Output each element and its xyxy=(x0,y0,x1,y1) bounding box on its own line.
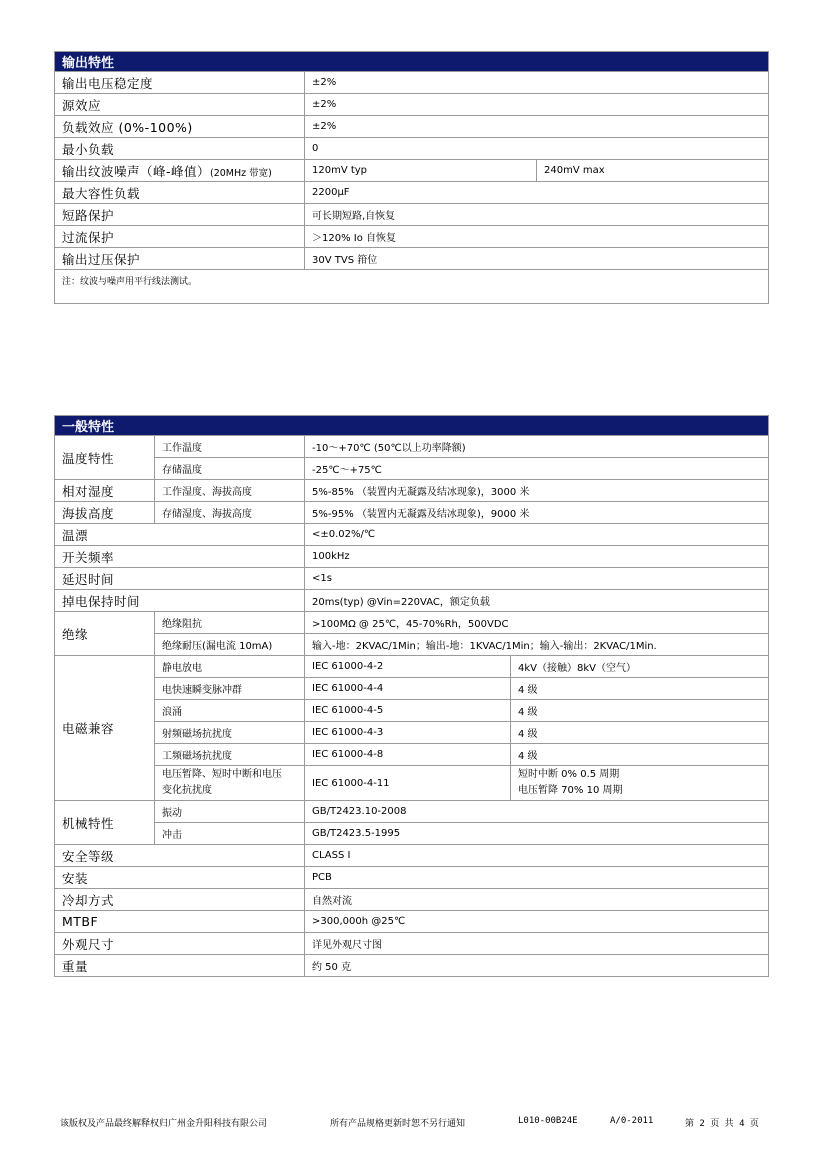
emc-standard: IEC 61000-4-2 xyxy=(305,656,511,678)
table-row xyxy=(55,72,769,94)
table-row xyxy=(55,933,769,955)
table-row xyxy=(55,480,769,502)
row-value: <1s xyxy=(305,568,769,590)
row-label: 外观尺寸 xyxy=(55,933,305,955)
table-row xyxy=(55,546,769,568)
row-value-max: 240mV max xyxy=(537,160,769,182)
row-label: 过流保护 xyxy=(55,226,305,248)
row-label: 开关频率 xyxy=(55,546,305,568)
table-row xyxy=(55,801,769,823)
row-sublabel: 冲击 xyxy=(155,823,305,845)
row-value: ＞120% Io 自恢复 xyxy=(305,226,769,248)
row-sublabel-line1: 电压暂降、短时中断和电压 xyxy=(162,769,282,780)
row-label: 掉电保持时间 xyxy=(55,590,305,612)
table-row xyxy=(55,955,769,977)
row-label: 最大容性负载 xyxy=(55,182,305,204)
footer-copyright: 该版权及产品最终解释权归广州金升阳科技有限公司 xyxy=(60,1119,268,1129)
table-row xyxy=(55,160,769,182)
row-value: CLASS I xyxy=(305,845,769,867)
emc-standard: IEC 61000-4-8 xyxy=(305,744,511,766)
table-row xyxy=(55,226,769,248)
table-row xyxy=(55,524,769,546)
table-row xyxy=(55,766,769,801)
table-row xyxy=(55,823,769,845)
emc-level-line2: 电压暂降 70% 10 周期 xyxy=(518,785,623,796)
row-value: 100kHz xyxy=(305,546,769,568)
table-row xyxy=(55,94,769,116)
table-row xyxy=(55,889,769,911)
emc-standard: IEC 61000-4-5 xyxy=(305,700,511,722)
row-value: >100MΩ @ 25℃，45-70%Rh，500VDC xyxy=(305,612,769,634)
section-title: 一般特性 xyxy=(55,416,769,436)
emc-level: 4 级 xyxy=(511,700,769,722)
row-label: 海拔高度 xyxy=(55,502,155,524)
table-row xyxy=(55,248,769,270)
row-sublabel: 存储温度 xyxy=(155,458,305,480)
row-value: >300,000h @25℃ xyxy=(305,911,769,933)
emc-standard: IEC 61000-4-3 xyxy=(305,722,511,744)
row-value: 详见外观尺寸图 xyxy=(305,933,769,955)
table-row xyxy=(55,634,769,656)
row-label: 延迟时间 xyxy=(55,568,305,590)
row-value: 输入-地：2KVAC/1Min；输出-地：1KVAC/1Min；输入-输出：2KVAC/1Min. xyxy=(305,634,769,656)
row-label: MTBF xyxy=(55,911,305,933)
row-label: 温度特性 xyxy=(55,436,155,480)
table-row xyxy=(55,867,769,889)
section-title: 输出特性 xyxy=(55,52,769,72)
table-row xyxy=(55,116,769,138)
table-row xyxy=(55,458,769,480)
table-row xyxy=(55,182,769,204)
row-value: 30V TVS 箝位 xyxy=(305,248,769,270)
table-row xyxy=(55,845,769,867)
row-label xyxy=(55,160,305,182)
table-row xyxy=(55,744,769,766)
row-label: 温漂 xyxy=(55,524,305,546)
row-sublabel xyxy=(155,766,305,801)
footer-page-number: 第 2 页 共 4 页 xyxy=(685,1119,759,1129)
emc-standard: IEC 61000-4-4 xyxy=(305,678,511,700)
emc-level: 4 级 xyxy=(511,678,769,700)
table-note: 注：纹波与噪声用平行线法测试。 xyxy=(55,270,769,304)
row-sublabel: 浪涌 xyxy=(155,700,305,722)
row-label: 电磁兼容 xyxy=(55,656,155,801)
row-value: PCB xyxy=(305,867,769,889)
row-label: 输出过压保护 xyxy=(55,248,305,270)
row-value: -25℃～+75℃ xyxy=(305,458,769,480)
row-sublabel: 工频磁场抗扰度 xyxy=(155,744,305,766)
row-label-note: (20MHz 带宽) xyxy=(210,167,272,179)
general-characteristics-table xyxy=(54,415,769,977)
table-row xyxy=(55,911,769,933)
row-value: 120mV typ xyxy=(305,160,537,182)
emc-level xyxy=(511,766,769,801)
row-sublabel: 工作湿度、海拔高度 xyxy=(155,480,305,502)
footer-doc-number: L010-00B24E xyxy=(518,1116,578,1126)
section-header xyxy=(55,52,769,72)
table-row xyxy=(55,700,769,722)
table-row xyxy=(55,138,769,160)
table-row xyxy=(55,678,769,700)
row-value: GB/T2423.10-2008 xyxy=(305,801,769,823)
row-value: 0 xyxy=(305,138,769,160)
row-label: 负载效应 (0%-100%) xyxy=(55,116,305,138)
table-row xyxy=(55,590,769,612)
row-label: 重量 xyxy=(55,955,305,977)
table-row xyxy=(55,568,769,590)
row-value: 可长期短路,自恢复 xyxy=(305,204,769,226)
row-label: 相对湿度 xyxy=(55,480,155,502)
row-sublabel: 电快速瞬变脉冲群 xyxy=(155,678,305,700)
page-footer xyxy=(60,1116,770,1176)
row-label: 短路保护 xyxy=(55,204,305,226)
row-label: 安装 xyxy=(55,867,305,889)
row-sublabel: 振动 xyxy=(155,801,305,823)
table-row xyxy=(55,204,769,226)
row-sublabel: 静电放电 xyxy=(155,656,305,678)
table-row xyxy=(55,722,769,744)
row-sublabel: 存储湿度、海拔高度 xyxy=(155,502,305,524)
row-value: 2200μF xyxy=(305,182,769,204)
row-value: 约 50 克 xyxy=(305,955,769,977)
footer-notice: 所有产品规格更新时恕不另行通知 xyxy=(330,1119,466,1129)
table-row xyxy=(55,612,769,634)
output-characteristics-table xyxy=(54,51,769,304)
row-value: 20ms(typ) @Vin=220VAC，额定负载 xyxy=(305,590,769,612)
row-value: ±2% xyxy=(305,116,769,138)
emc-level: 4 级 xyxy=(511,744,769,766)
row-value: 5%-95% （装置内无凝露及结冰现象)，9000 米 xyxy=(305,502,769,524)
row-label: 源效应 xyxy=(55,94,305,116)
row-label: 输出电压稳定度 xyxy=(55,72,305,94)
table-row xyxy=(55,436,769,458)
row-value: 自然对流 xyxy=(305,889,769,911)
row-value: 5%-85% （装置内无凝露及结冰现象)，3000 米 xyxy=(305,480,769,502)
table-row xyxy=(55,656,769,678)
table-row xyxy=(55,502,769,524)
row-label: 最小负载 xyxy=(55,138,305,160)
emc-level: 4kV（接触）8kV（空气） xyxy=(511,656,769,678)
emc-level: 4 级 xyxy=(511,722,769,744)
row-label: 冷却方式 xyxy=(55,889,305,911)
row-sublabel: 绝缘阻抗 xyxy=(155,612,305,634)
row-value: <±0.02%/℃ xyxy=(305,524,769,546)
footer-revision: A/0-2011 xyxy=(610,1116,654,1126)
emc-level-line1: 短时中断 0% 0.5 周期 xyxy=(518,769,620,780)
row-label: 绝缘 xyxy=(55,612,155,656)
row-sublabel: 绝缘耐压(漏电流 10mA) xyxy=(155,634,305,656)
row-sublabel: 射频磁场抗扰度 xyxy=(155,722,305,744)
row-label-main: 输出纹波噪声（峰-峰值） xyxy=(62,163,211,179)
row-value: ±2% xyxy=(305,72,769,94)
row-sublabel-line2: 变化抗扰度 xyxy=(162,785,212,796)
row-value: ±2% xyxy=(305,94,769,116)
row-value: -10～+70℃ (50℃以上功率降额) xyxy=(305,436,769,458)
emc-standard: IEC 61000-4-11 xyxy=(305,766,511,801)
section-header xyxy=(55,416,769,436)
note-row xyxy=(55,270,769,304)
row-value: GB/T2423.5-1995 xyxy=(305,823,769,845)
row-label: 机械特性 xyxy=(55,801,155,845)
row-label: 安全等级 xyxy=(55,845,305,867)
row-sublabel: 工作温度 xyxy=(155,436,305,458)
